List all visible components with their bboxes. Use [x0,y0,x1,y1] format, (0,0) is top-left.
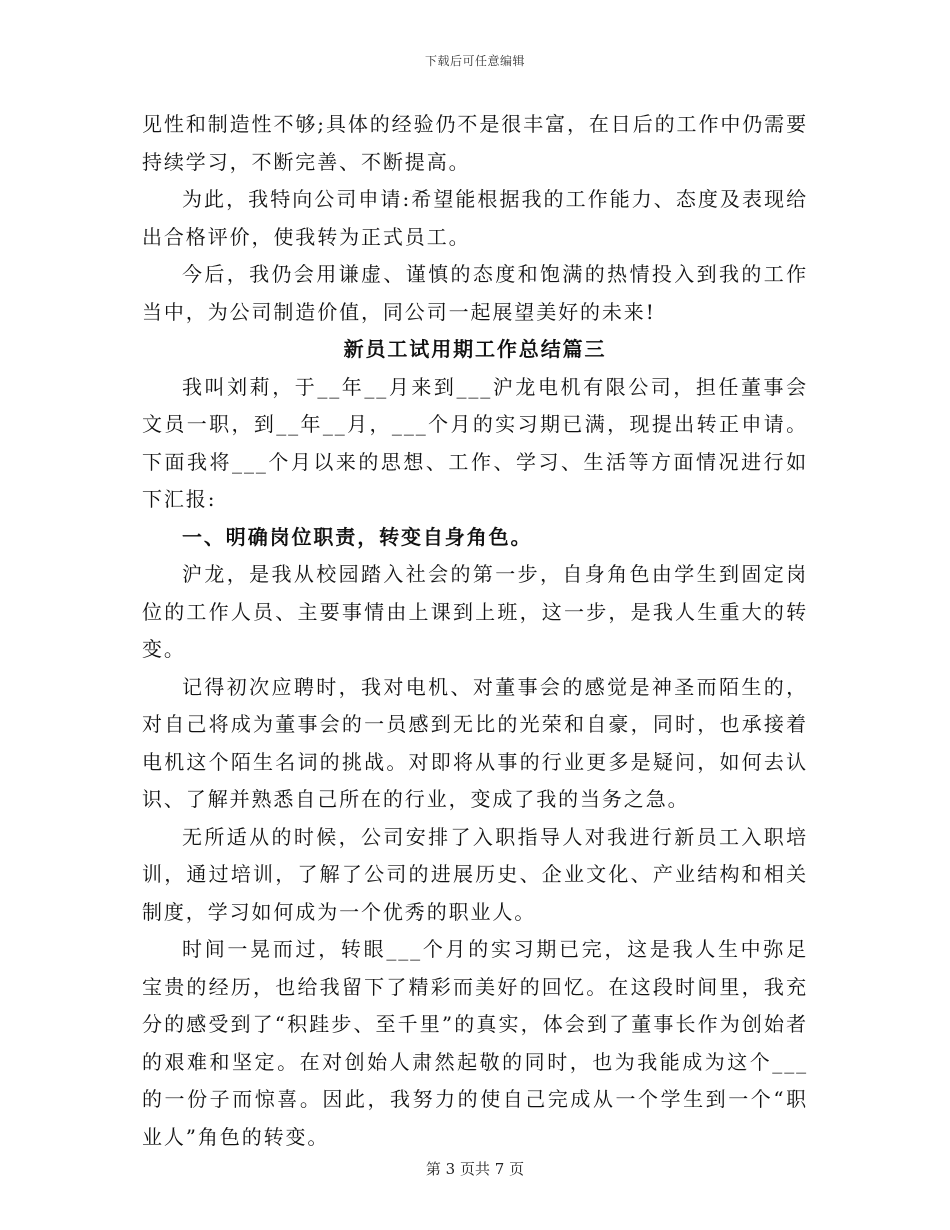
body-paragraph-1: 沪龙，是我从校园踏入社会的第一步，自身角色由学生到固定岗位的工作人员、主要事情由上课到上班，这一步，是我人生重大的转变。 [142,562,808,661]
body-paragraph-2: 记得初次应聘时，我对电机、对董事会的感觉是神圣而陌生的，对自己将成为董事会的一员感到无比的光荣和自豪，同时，也承接着电机这个陌生名词的挑战。对即将从事的行业更多是疑问，如何去认识、了解并熟悉自己所在的行业，变成了我的当务之急。 [142,674,808,811]
page-footer: 第 3 页共 7 页 [425,1160,525,1178]
body-paragraph-4: 时间一晃而过，转眼___个月的实习期已完，这是我人生中弥足宝贵的经历，也给我留下了精彩而美好的回忆。在这段时间里，我充分的感受到了“积跬步、至千里”的真实，体会到了董事长作为创始者的艰难和坚定。在对创始人肃然起敬的同时，也为我能成为这个___的一份子而惊喜。因此，我努力的使自己完成从一个学生到一个“职业人”角色的转变。 [142,937,808,1149]
section-heading-one: 一、明确岗位职责，转变自身角色。 [182,524,533,549]
request-paragraph: 为此，我特向公司申请:希望能根据我的工作能力、态度及表现给出合格评价，使我转为正式员工。 [142,187,808,249]
body-paragraph-3: 无所适从的时候，公司安排了入职指导人对我进行新员工入职培训，通过培训，了解了公司的进展历史、企业文化、产业结构和相关制度，学习如何成为一个优秀的职业人。 [142,824,808,924]
intro-paragraph: 我叫刘莉，于__年__月来到___沪龙电机有限公司，担任董事会文员一职，到__年__月，___个月的实习期已满，现提出转正申请。下面我将___个月以来的思想、工作、学习、生活等方面情况进行如下汇报: [142,374,808,511]
section-title: 新员工试用期工作总结篇三 [343,337,607,361]
document-body [142,106,808,1156]
future-paragraph: 今后，我仍会用谦虚、谨慎的态度和饱满的热情投入到我的工作当中，为公司制造价值，同公司一起展望美好的未来! [142,262,808,324]
continuation-paragraph: 见性和制造性不够;具体的经验仍不是很丰富，在日后的工作中仍需要持续学习，不断完善、不断提高。 [142,112,808,174]
page-header: 下载后可任意编辑 [424,54,525,68]
